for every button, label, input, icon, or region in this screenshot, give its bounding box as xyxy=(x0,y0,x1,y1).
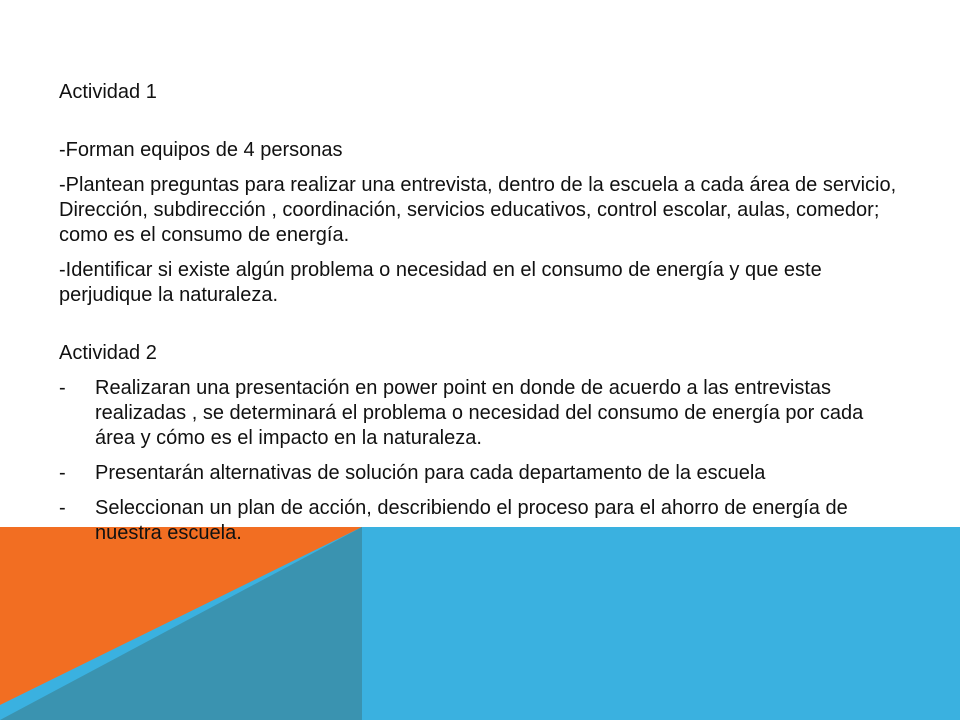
activity2-bullet xyxy=(59,376,899,451)
bullet-text: Realizaran una presentación en power point en donde de acuerdo a las entrevistas realizadas , se determinará el problema o necesidad del consumo de energía por cada área y cómo es el impacto en la naturaleza. xyxy=(95,377,864,449)
bullet-text: Presentarán alternativas de solución para cada departamento de la escuela xyxy=(95,462,766,484)
activity1-title: Actividad 1 xyxy=(59,81,157,103)
activity2-title: Actividad 2 xyxy=(59,342,157,364)
activity1-item: -Plantean preguntas para realizar una entrevista, dentro de la escuela a cada área de servicio, Dirección, subdirección , coordinación, servicios educativos, control escolar, aulas, comedor; como es el consumo de energía. xyxy=(59,174,897,246)
activity1-item: -Identificar si existe algún problema o necesidad en el consumo de energía y que este perjudique la naturaleza. xyxy=(59,259,822,306)
activity2-bullet xyxy=(59,461,899,486)
bullet-dash: - xyxy=(59,497,66,519)
slide-body xyxy=(59,80,899,546)
bullet-text: Seleccionan un plan de acción, describiendo el proceso para el ahorro de energía de nuestra escuela. xyxy=(95,497,848,544)
activity2-bullet xyxy=(59,496,899,546)
bullet-dash: - xyxy=(59,377,66,399)
bullet-dash: - xyxy=(59,462,66,484)
activity1-item: -Forman equipos de 4 personas xyxy=(59,139,343,161)
